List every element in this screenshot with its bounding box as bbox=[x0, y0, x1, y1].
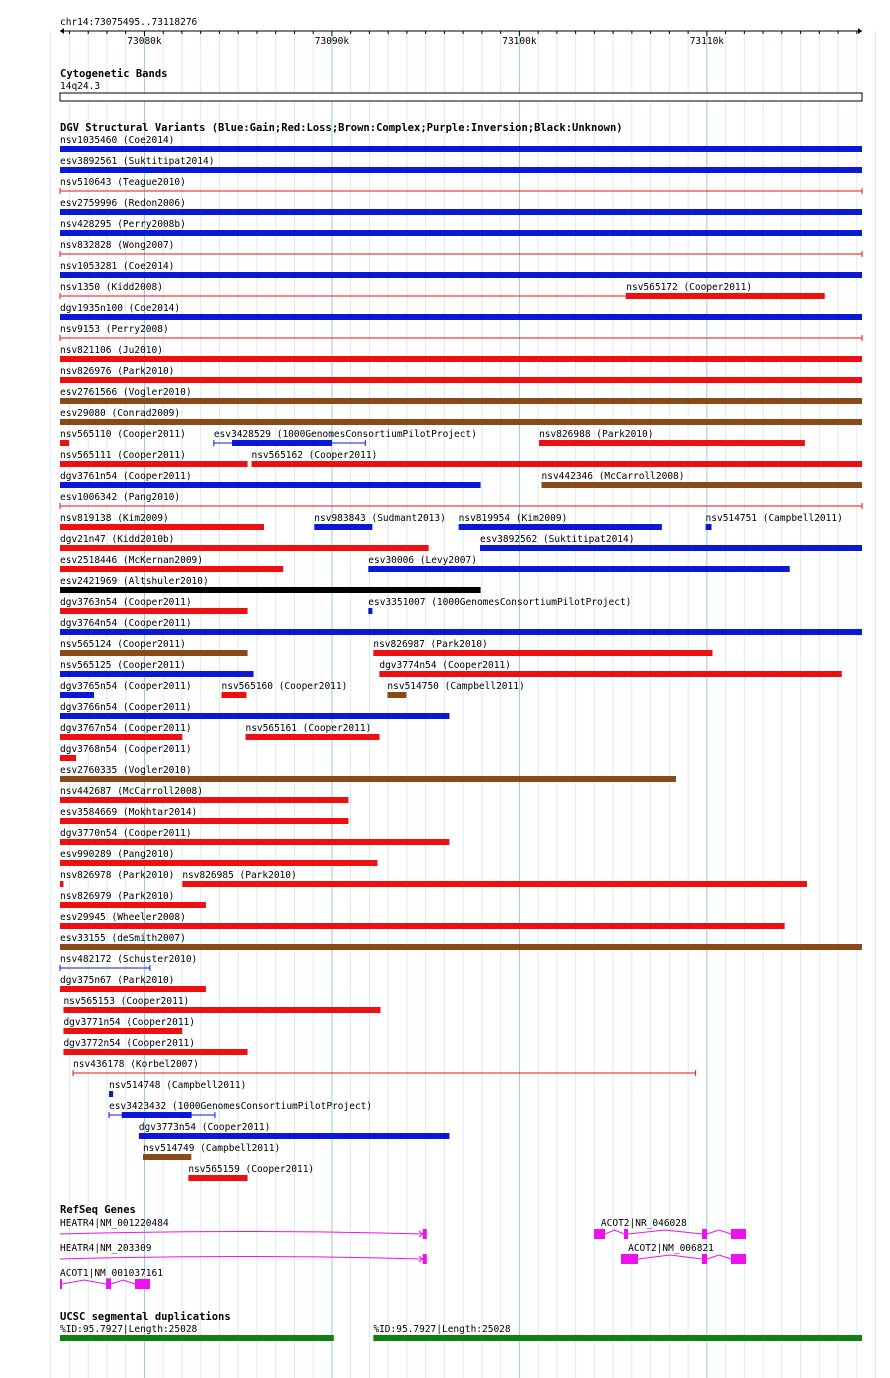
dgv-feature-label: nsv565153 (Cooper2011) bbox=[63, 996, 190, 1007]
cytoband-track-title: Cytogenetic Bands bbox=[60, 68, 168, 80]
ruler-tick-label: 73100k bbox=[502, 36, 537, 47]
dgv-feature-label: esv29080 (Conrad2009) bbox=[60, 408, 181, 419]
dgv-feature-label: dgv3774n54 (Cooper2011) bbox=[379, 660, 511, 671]
dgv-feature-label: esv1006342 (Pang2010) bbox=[60, 492, 181, 503]
refseq-exon bbox=[423, 1229, 427, 1239]
dgv-feature-bar bbox=[60, 230, 862, 236]
ruler-tick-label: 73110k bbox=[689, 36, 725, 47]
dgv-feature-label: nsv565160 (Cooper2011) bbox=[221, 681, 348, 692]
dgv-feature-esv29080[interactable] bbox=[60, 408, 862, 425]
segdup-label: %ID:95.7927|Length:25028 bbox=[373, 1324, 511, 1335]
dgv-feature-bar bbox=[60, 944, 862, 950]
dgv-feature-nsv436178[interactable] bbox=[73, 1059, 696, 1076]
dgv-feature-dgv3761n54[interactable] bbox=[60, 471, 481, 488]
dgv-feature-dgv3771n54[interactable] bbox=[63, 1017, 195, 1034]
dgv-feature-bar bbox=[60, 692, 94, 698]
dgv-feature-label: nsv565110 (Cooper2011) bbox=[60, 429, 186, 440]
dgv-feature-label: esv3584669 (Mokhtar2014) bbox=[60, 807, 198, 818]
dgv-feature-dgv1935n100[interactable] bbox=[60, 303, 862, 320]
dgv-feature-label: esv2421969 (Altshuler2010) bbox=[60, 576, 209, 587]
dgv-feature-bar bbox=[122, 1112, 192, 1118]
dgv-feature-label: nsv565162 (Cooper2011) bbox=[251, 450, 378, 461]
dgv-feature-label: dgv3771n54 (Cooper2011) bbox=[63, 1017, 196, 1028]
dgv-feature-bar bbox=[60, 587, 481, 593]
dgv-feature-nsv482172[interactable] bbox=[60, 954, 197, 971]
dgv-feature-esv2760335[interactable] bbox=[60, 765, 676, 782]
dgv-feature-bar bbox=[60, 839, 449, 845]
dgv-feature-bar bbox=[60, 629, 862, 635]
dgv-feature-bar bbox=[143, 1154, 191, 1160]
dgv-feature-bar bbox=[60, 713, 449, 719]
dgv-feature-dgv21n47[interactable] bbox=[60, 534, 429, 551]
dgv-feature-label: esv2518446 (McKernan2009) bbox=[60, 555, 203, 566]
refseq-intron bbox=[707, 1255, 731, 1259]
dgv-feature-label: nsv565159 (Cooper2011) bbox=[188, 1164, 315, 1175]
dgv-feature-nsv821106[interactable] bbox=[60, 345, 862, 362]
dgv-feature-label: nsv442346 (McCarroll2008) bbox=[541, 471, 685, 482]
dgv-feature-label: nsv565172 (Cooper2011) bbox=[626, 282, 753, 293]
dgv-feature-label: dgv3763n54 (Cooper2011) bbox=[60, 597, 192, 608]
dgv-feature-label: nsv510643 (Teague2010) bbox=[60, 177, 186, 188]
refseq-gene-label: ACOT2|NR_046028 bbox=[600, 1218, 687, 1229]
dgv-feature-dgv3772n54[interactable] bbox=[63, 1038, 247, 1055]
refseq-gene-label: HEATR4|NM_001220484 bbox=[60, 1218, 169, 1229]
ruler-tick-label: 73090k bbox=[314, 36, 350, 47]
refseq-exon bbox=[594, 1229, 605, 1239]
dgv-feature-bar bbox=[222, 692, 247, 698]
cytoband-ideogram bbox=[60, 93, 862, 101]
segdup-feature[interactable] bbox=[60, 1324, 334, 1341]
dgv-feature-label: nsv514750 (Campbell2011) bbox=[387, 681, 525, 692]
segdup-track-title: UCSC segmental duplications bbox=[60, 1311, 231, 1323]
dgv-feature-nsv819138[interactable] bbox=[60, 513, 264, 530]
refseq-gene-label: ACOT2|NM_006821 bbox=[628, 1243, 714, 1254]
dgv-feature-esv3892562[interactable] bbox=[480, 534, 862, 551]
segdup-track[interactable] bbox=[60, 1311, 862, 1341]
dgv-feature-bar bbox=[60, 566, 283, 572]
refseq-intron bbox=[60, 1257, 422, 1260]
dgv-feature-label: nsv821106 (Ju2010) bbox=[60, 345, 163, 356]
dgv-feature-label: nsv514751 (Campbell2011) bbox=[705, 513, 843, 524]
segdup-bar bbox=[373, 1335, 862, 1341]
dgv-feature-bar bbox=[379, 671, 841, 677]
dgv-feature-bar bbox=[60, 524, 264, 530]
dgv-feature-nsv442687[interactable] bbox=[60, 786, 348, 803]
dgv-feature-label: dgv3768n54 (Cooper2011) bbox=[60, 744, 192, 755]
dgv-feature-label: nsv1035460 (Coe2014) bbox=[60, 135, 175, 146]
dgv-feature-label: esv2761566 (Vogler2010) bbox=[60, 387, 192, 398]
dgv-feature-label: nsv983843 (Sudmant2013) bbox=[314, 513, 446, 524]
segdup-bar bbox=[60, 1335, 334, 1341]
ruler-tick-label: 73080k bbox=[127, 36, 162, 47]
dgv-feature-nsv428295[interactable] bbox=[60, 219, 862, 236]
dgv-feature-label: esv3892561 (Suktitipat2014) bbox=[60, 156, 215, 167]
dgv-features bbox=[60, 135, 862, 1181]
dgv-feature-label: nsv826985 (Park2010) bbox=[182, 870, 297, 881]
dgv-feature-label: dgv3772n54 (Cooper2011) bbox=[63, 1038, 196, 1049]
dgv-feature-label: esv3428529 (1000GenomesConsortiumPilotProject) bbox=[213, 429, 477, 440]
dgv-feature-nsv565159[interactable] bbox=[188, 1164, 314, 1181]
dgv-feature-label: esv30006 (Levy2007) bbox=[368, 555, 477, 566]
refseq-exon bbox=[135, 1279, 150, 1289]
dgv-feature-label: dgv375n67 (Park2010) bbox=[60, 975, 175, 986]
dgv-feature-bar bbox=[60, 377, 862, 383]
dgv-feature-esv3584669[interactable] bbox=[60, 807, 348, 824]
dgv-feature-esv2421969[interactable] bbox=[60, 576, 481, 593]
dgv-feature-bar bbox=[245, 734, 379, 740]
dgv-feature-nsv826988[interactable] bbox=[539, 429, 805, 446]
dgv-feature-bar bbox=[188, 1175, 247, 1181]
dgv-feature-label: nsv819954 (Kim2009) bbox=[458, 513, 568, 524]
dgv-feature-nsv514750[interactable] bbox=[387, 681, 524, 698]
dgv-feature-bar bbox=[63, 1049, 247, 1055]
refseq-intron bbox=[605, 1230, 624, 1234]
dgv-feature-bar bbox=[480, 545, 862, 551]
dgv-feature-bar bbox=[60, 608, 248, 614]
dgv-feature-label: nsv1350 (Kidd2008) bbox=[60, 282, 163, 293]
segdup-label: %ID:95.7927|Length:25028 bbox=[60, 1324, 198, 1335]
dgv-feature-bar bbox=[706, 524, 712, 530]
dgv-feature-label: dgv3761n54 (Cooper2011) bbox=[60, 471, 192, 482]
dgv-feature-label: nsv826979 (Park2010) bbox=[60, 891, 175, 902]
dgv-feature-nsv565172[interactable] bbox=[626, 282, 824, 299]
dgv-feature-label: dgv3773n54 (Cooper2011) bbox=[138, 1122, 271, 1133]
dgv-feature-nsv514751[interactable] bbox=[706, 513, 843, 530]
dgv-feature-bar bbox=[542, 482, 862, 488]
dgv-feature-bar bbox=[60, 923, 785, 929]
dgv-feature-bar bbox=[60, 167, 862, 173]
dgv-feature-nsv442346[interactable] bbox=[542, 471, 862, 488]
dgv-feature-esv3351007[interactable] bbox=[368, 597, 631, 614]
dgv-feature-dgv375n67[interactable] bbox=[60, 975, 206, 992]
dgv-feature-bar bbox=[626, 293, 824, 299]
refseq-exon bbox=[702, 1254, 707, 1264]
dgv-feature-bar bbox=[60, 440, 69, 446]
dgv-feature-nsv565110[interactable] bbox=[60, 429, 186, 446]
refseq-gene-label: HEATR4|NM_203309 bbox=[60, 1243, 152, 1254]
refseq-gene-heatr4-nm-001220484[interactable] bbox=[60, 1218, 427, 1239]
dgv-feature-bar bbox=[139, 1133, 450, 1139]
landmark-label: chr14:73075495..73118276 bbox=[60, 17, 198, 28]
dgv-feature-bar bbox=[60, 545, 429, 551]
dgv-feature-label: nsv482172 (Schuster2010) bbox=[60, 954, 198, 965]
dgv-feature-bar bbox=[60, 902, 206, 908]
dgv-feature-label: esv2760335 (Vogler2010) bbox=[60, 765, 192, 776]
dgv-feature-bar bbox=[60, 482, 481, 488]
dgv-feature-bar bbox=[60, 776, 676, 782]
dgv-feature-nsv826976[interactable] bbox=[60, 366, 862, 383]
dgv-feature-label: nsv565161 (Cooper2011) bbox=[245, 723, 372, 734]
dgv-feature-label: nsv9153 (Perry2008) bbox=[60, 324, 169, 335]
refseq-gene-heatr4-nm-203309[interactable] bbox=[60, 1243, 427, 1264]
dgv-feature-label: nsv1053281 (Coe2014) bbox=[60, 261, 175, 272]
dgv-feature-bar bbox=[373, 650, 712, 656]
dgv-feature-label: nsv826987 (Park2010) bbox=[373, 639, 488, 650]
dgv-feature-label: nsv565124 (Cooper2011) bbox=[60, 639, 186, 650]
dgv-feature-label: nsv442687 (McCarroll2008) bbox=[60, 786, 203, 797]
dgv-feature-bar bbox=[60, 209, 862, 215]
dgv-feature-bar bbox=[60, 650, 248, 656]
dgv-feature-nsv565125[interactable] bbox=[60, 660, 254, 677]
dgv-feature-label: esv33155 (deSmith2007) bbox=[60, 933, 186, 944]
dgv-feature-nsv514748[interactable] bbox=[109, 1080, 246, 1097]
dgv-feature-nsv565161[interactable] bbox=[245, 723, 379, 740]
segdup-feature[interactable] bbox=[373, 1324, 862, 1341]
dgv-feature-bar bbox=[60, 146, 862, 152]
segdup-features bbox=[60, 1324, 862, 1341]
dgv-feature-bar bbox=[60, 797, 348, 803]
dgv-feature-dgv3764n54[interactable] bbox=[60, 618, 862, 635]
dgv-feature-nsv1035460[interactable] bbox=[60, 135, 862, 152]
dgv-feature-label: dgv1935n100 (Coe2014) bbox=[60, 303, 181, 314]
refseq-exon bbox=[621, 1254, 638, 1264]
dgv-feature-bar bbox=[63, 1007, 380, 1013]
refseq-exon bbox=[731, 1254, 746, 1264]
dgv-feature-esv3423432[interactable] bbox=[109, 1101, 372, 1118]
dgv-feature-bar bbox=[60, 314, 862, 320]
dgv-feature-label: dgv3766n54 (Cooper2011) bbox=[60, 702, 192, 713]
dgv-feature-nsv565153[interactable] bbox=[63, 996, 380, 1013]
dgv-feature-esv3428529[interactable] bbox=[214, 429, 477, 446]
dgv-feature-nsv514749[interactable] bbox=[143, 1143, 280, 1160]
dgv-feature-label: esv3423432 (1000GenomesConsortiumPilotProject) bbox=[109, 1101, 373, 1112]
dgv-feature-bar bbox=[60, 461, 248, 467]
refseq-exon bbox=[423, 1254, 427, 1264]
dgv-feature-esv33155[interactable] bbox=[60, 933, 862, 950]
ruler-track[interactable] bbox=[60, 17, 862, 47]
dgv-feature-label: nsv826978 (Park2010) bbox=[60, 870, 175, 881]
dgv-feature-bar bbox=[60, 671, 254, 677]
dgv-feature-nsv510643[interactable] bbox=[60, 177, 862, 194]
refseq-gene-acot1-nm-001037161[interactable] bbox=[60, 1268, 163, 1289]
dgv-feature-label: dgv3767n54 (Cooper2011) bbox=[60, 723, 192, 734]
dgv-feature-label: nsv565111 (Cooper2011) bbox=[60, 450, 186, 461]
dgv-feature-dgv3766n54[interactable] bbox=[60, 702, 449, 719]
dgv-feature-label: nsv565125 (Cooper2011) bbox=[60, 660, 186, 671]
dgv-feature-label: dgv3770n54 (Cooper2011) bbox=[60, 828, 192, 839]
dgv-feature-esv2759996[interactable] bbox=[60, 198, 862, 215]
dgv-feature-label: esv2759996 (Redon2006) bbox=[60, 198, 186, 209]
dgv-feature-bar bbox=[60, 419, 862, 425]
cytoband-track[interactable] bbox=[60, 68, 862, 101]
dgv-feature-dgv3770n54[interactable] bbox=[60, 828, 449, 845]
refseq-exon bbox=[624, 1229, 628, 1239]
refseq-gene-acot2-nm-006821[interactable] bbox=[621, 1243, 746, 1264]
cytoband-label: 14q24.3 bbox=[60, 81, 101, 92]
dgv-feature-bar bbox=[60, 398, 862, 404]
dgv-feature-nsv565160[interactable] bbox=[222, 681, 348, 698]
dgv-feature-label: nsv428295 (Perry2008b) bbox=[60, 219, 186, 230]
dgv-feature-esv990289[interactable] bbox=[60, 849, 377, 866]
dgv-feature-label: esv3351007 (1000GenomesConsortiumPilotProject) bbox=[368, 597, 632, 608]
dgv-feature-nsv826978[interactable] bbox=[60, 870, 174, 887]
dgv-feature-bar bbox=[251, 461, 862, 467]
dgv-feature-bar bbox=[459, 524, 662, 530]
dgv-feature-dgv3767n54[interactable] bbox=[60, 723, 192, 740]
refseq-gene-label: ACOT1|NM_001037161 bbox=[60, 1268, 163, 1279]
refseq-exon bbox=[106, 1279, 111, 1289]
dgv-feature-bar bbox=[232, 440, 332, 446]
dgv-feature-dgv3774n54[interactable] bbox=[379, 660, 841, 677]
refseq-exon bbox=[60, 1279, 62, 1289]
dgv-feature-bar bbox=[109, 1091, 113, 1097]
dgv-feature-label: nsv514749 (Campbell2011) bbox=[142, 1143, 281, 1154]
refseq-gene-acot2-nr-046028[interactable] bbox=[594, 1218, 746, 1239]
dgv-feature-bar bbox=[60, 272, 862, 278]
dgv-feature-bar bbox=[60, 755, 76, 761]
dgv-feature-nsv9153[interactable] bbox=[60, 324, 862, 341]
dgv-feature-label: dgv21n47 (Kidd2010b) bbox=[60, 534, 175, 545]
dgv-feature-label: nsv826976 (Park2010) bbox=[60, 366, 175, 377]
dgv-feature-bar bbox=[368, 608, 372, 614]
dgv-feature-bar bbox=[60, 734, 182, 740]
dgv-feature-nsv826987[interactable] bbox=[373, 639, 712, 656]
dgv-feature-bar bbox=[63, 1028, 182, 1034]
dgv-feature-label: dgv3764n54 (Cooper2011) bbox=[60, 618, 192, 629]
dgv-feature-nsv826985[interactable] bbox=[182, 870, 807, 887]
dgv-feature-nsv1350[interactable] bbox=[60, 282, 626, 299]
refseq-intron bbox=[638, 1255, 702, 1259]
dgv-feature-esv2518446[interactable] bbox=[60, 555, 283, 572]
refseq-intron bbox=[111, 1280, 135, 1284]
dgv-feature-nsv832828[interactable] bbox=[60, 240, 862, 257]
dgv-feature-label: dgv3765n54 (Cooper2011) bbox=[60, 681, 192, 692]
dgv-feature-bar bbox=[182, 881, 807, 887]
dgv-feature-nsv1053281[interactable] bbox=[60, 261, 862, 278]
dgv-feature-bar bbox=[60, 818, 348, 824]
dgv-feature-label: nsv826988 (Park2010) bbox=[539, 429, 654, 440]
dgv-track-title: DGV Structural Variants (Blue:Gain;Red:Loss;Brown:Complex;Purple:Inversion;Black:Unknown) bbox=[60, 122, 623, 134]
refseq-exon bbox=[702, 1229, 707, 1239]
refseq-intron bbox=[707, 1230, 731, 1234]
dgv-feature-label: esv990289 (Pang2010) bbox=[60, 849, 175, 860]
refseq-intron bbox=[60, 1232, 422, 1235]
dgv-feature-label: nsv819138 (Kim2009) bbox=[60, 513, 169, 524]
dgv-feature-esv30006[interactable] bbox=[368, 555, 789, 572]
dgv-feature-esv3892561[interactable] bbox=[60, 156, 862, 173]
dgv-feature-label: nsv436178 (Korbel2007) bbox=[73, 1059, 199, 1070]
dgv-feature-label: esv29945 (Wheeler2008) bbox=[60, 912, 186, 923]
dgv-feature-bar bbox=[60, 860, 377, 866]
dgv-feature-nsv826979[interactable] bbox=[60, 891, 206, 908]
dgv-feature-esv2761566[interactable] bbox=[60, 387, 862, 404]
dgv-feature-bar bbox=[60, 881, 63, 887]
dgv-feature-label: nsv514748 (Campbell2011) bbox=[109, 1080, 247, 1091]
dgv-feature-bar bbox=[60, 986, 206, 992]
refseq-track-title: RefSeq Genes bbox=[60, 1204, 136, 1216]
dgv-feature-bar bbox=[539, 440, 805, 446]
dgv-feature-esv29945[interactable] bbox=[60, 912, 785, 929]
dgv-feature-bar bbox=[368, 566, 789, 572]
dgv-feature-bar bbox=[314, 524, 372, 530]
dgv-track[interactable] bbox=[60, 122, 862, 1181]
dgv-feature-esv1006342[interactable] bbox=[60, 492, 862, 509]
refseq-intron bbox=[628, 1230, 702, 1234]
dgv-feature-bar bbox=[387, 692, 406, 698]
dgv-feature-label: nsv832828 (Wong2007) bbox=[60, 240, 175, 251]
dgv-feature-bar bbox=[60, 356, 862, 362]
dgv-feature-label: esv3892562 (Suktitipat2014) bbox=[480, 534, 635, 545]
refseq-exon bbox=[731, 1229, 746, 1239]
refseq-intron bbox=[62, 1280, 106, 1284]
